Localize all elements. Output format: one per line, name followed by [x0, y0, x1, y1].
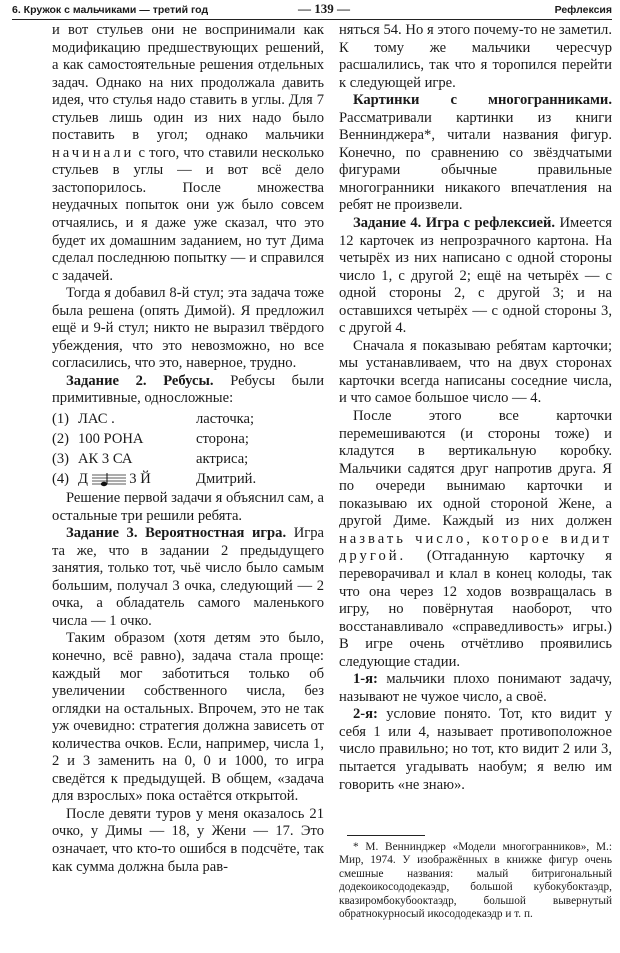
section-title: Картинки с многогранниками.	[353, 92, 612, 109]
music-note-icon	[92, 473, 126, 487]
task-3: Задание 3. Вероятностная игра. Игра та же, что в задании 2 предыдущего занятия, только тот, чьё число было самым большим, получал 3 очка, следующий — 2 очка, а обладатель самого маленького числа — 1 очко.	[52, 525, 324, 629]
paragraph: Таким образом (хотя детям это было, конечно, всё равно), задача стала проще: каждый мог заботиться только об увеличении собственного числа, без оглядки на остальных. Впрочем, это не так уж очевидно: стратегия должна зависеть от количества очков. Если, например, числа 1, 2 и 3 заменить на 0, 0 и 1000, то игра сведётся к предыдущей. В общем, «задача для взрослых» пока остаётся открытой.	[52, 630, 324, 805]
task-title: Задание 3. Вероятностная игра.	[66, 525, 287, 542]
stage-1: 1-я: мальчики плохо понимают задачу, называют не чужое число, а своё.	[339, 671, 613, 705]
paragraph: и вот стульев они не воспринимали как модификацию предшествующих решений, а как самостоятельные решения отдельных задач. Однако на них продолжала давить идея, что стулья надо ставить в углы. Для 7 стульев лишь один из них надо было поставить в угол; однако мальчики начинали с того, что ставили несколько стульев в углы — и вот всё дело застопорилось. После множества неудачных попыток они уж было совсем отчаялись, и я даже уже сказал, что это будет их домашним заданием, но тут Дима сделал последнюю попытку — и справился с задачей.	[52, 22, 324, 284]
task-title: Задание 4. Игра с рефлексией.	[353, 215, 556, 232]
paragraph: После этого все карточки перемешиваются (и стороны тоже) и кладутся в вертикальную коробку. Мальчики садятся друг напротив друга. Я по очереди вынимаю карточки и показываю их одной стороной Жене, а другой Диме. Каждый из них должен назвать число, которое видит другой. (Отгаданную карточку я переворачивал и клал в конец колоды, так что она через 12 ходов возвращалась в игру, но повёрнутая наоборот, что восстанавливало «справедливость» игры.) В игре очень отчётливо проявились следующие стадии.	[339, 408, 613, 670]
header-topic: Рефлексия	[554, 4, 612, 16]
rebus-list	[52, 409, 324, 489]
rebus-item: (4) Д 3 Й Дмитрий.	[52, 471, 257, 488]
polyhedra-section: Картинки с многогранниками. Рассматривали картинки из книги Веннинджера*, читали названия фигур. Конечно, по сравнению со звёздчатыми фигурами обычные правильные многогранники никакого впечатления на ребят не произвели.	[339, 92, 612, 214]
paragraph: Решение первой задачи я объяснил сам, а остальные три решили ребята.	[52, 490, 324, 524]
spaced-phrase: назвать число, которое видит другой.	[339, 530, 612, 565]
task-2: Задание 2. Ребусы. Ребусы были примитивные, односложные:	[52, 372, 325, 407]
rebus-item: (2) 100 РОНА сторона;	[52, 431, 249, 448]
spaced-word: начинали	[52, 144, 135, 161]
paragraph: Сначала я показываю ребятам карточки; мы устанавливаем, что на двух сторонах карточки всегда написаны соседние числа, и что самое большое число — 4.	[339, 337, 612, 407]
rebus-item: (3) АК 3 СА актриса;	[52, 451, 249, 468]
task-title: Задание 2. Ребусы.	[66, 372, 214, 389]
task-4: Задание 4. Игра с рефлексией. Имеется 12 карточек из непрозрачного картона. На четырёх из них написано с одной стороны число 1, с другой 2; ещё на четырёх — с одной стороны 2, с другой 3; и на оставшихся четырёх — с одной стороны 3, с другой 4.	[339, 215, 612, 337]
footnote-rule	[347, 835, 425, 836]
header-section: 6. Кружок с мальчиками — третий год	[12, 4, 209, 16]
footnote: * М. Веннинджер «Модели многогранников», М.: Мир, 1974. У изображённых в книжке фигур очень смешные названия: малый битригональный додекоикосододекаэдр, большой кубокубоктаэдр, квазиромбокубооктаэдр, большой вывернутый обратнокурносый икосододекаэдр и т. п.	[339, 841, 612, 921]
header-rule	[12, 19, 612, 20]
page-number: — 139 —	[298, 1, 350, 16]
left-column	[52, 22, 324, 876]
paragraph: После девяти туров у меня оказалось 21 очко, у Димы — 18, у Жени — 17. Это означает, что кто-то ошибся в подсчёте, так как сумма должна была рав-	[52, 805, 324, 875]
running-header	[12, 0, 612, 20]
right-column	[339, 22, 612, 922]
footnote-block	[339, 835, 612, 921]
paragraph: Тогда я добавил 8-й стул; эта задача тоже была решена (опять Димой). Я предложил ещё и 9-й стул; никто не выразил твёрдого убеждения, что это невозможно, но все согласились, что это, наверное, трудно.	[52, 285, 324, 372]
rebus-item: (1) ЛАС . ласточка;	[52, 411, 255, 428]
paragraph: няться 54. Но я этого почему-то не заметил. К тому же мальчики чересчур расшалились, так что я торопился перейти к следующей игре.	[339, 22, 612, 91]
stage-2: 2-я: условие понято. Тот, кто видит у себя 1 или 4, называет противоположное число правильно; но тот, кто видит 2 или 3, пытается угадывать наобум; я велю им говорить «не знаю».	[339, 706, 612, 793]
